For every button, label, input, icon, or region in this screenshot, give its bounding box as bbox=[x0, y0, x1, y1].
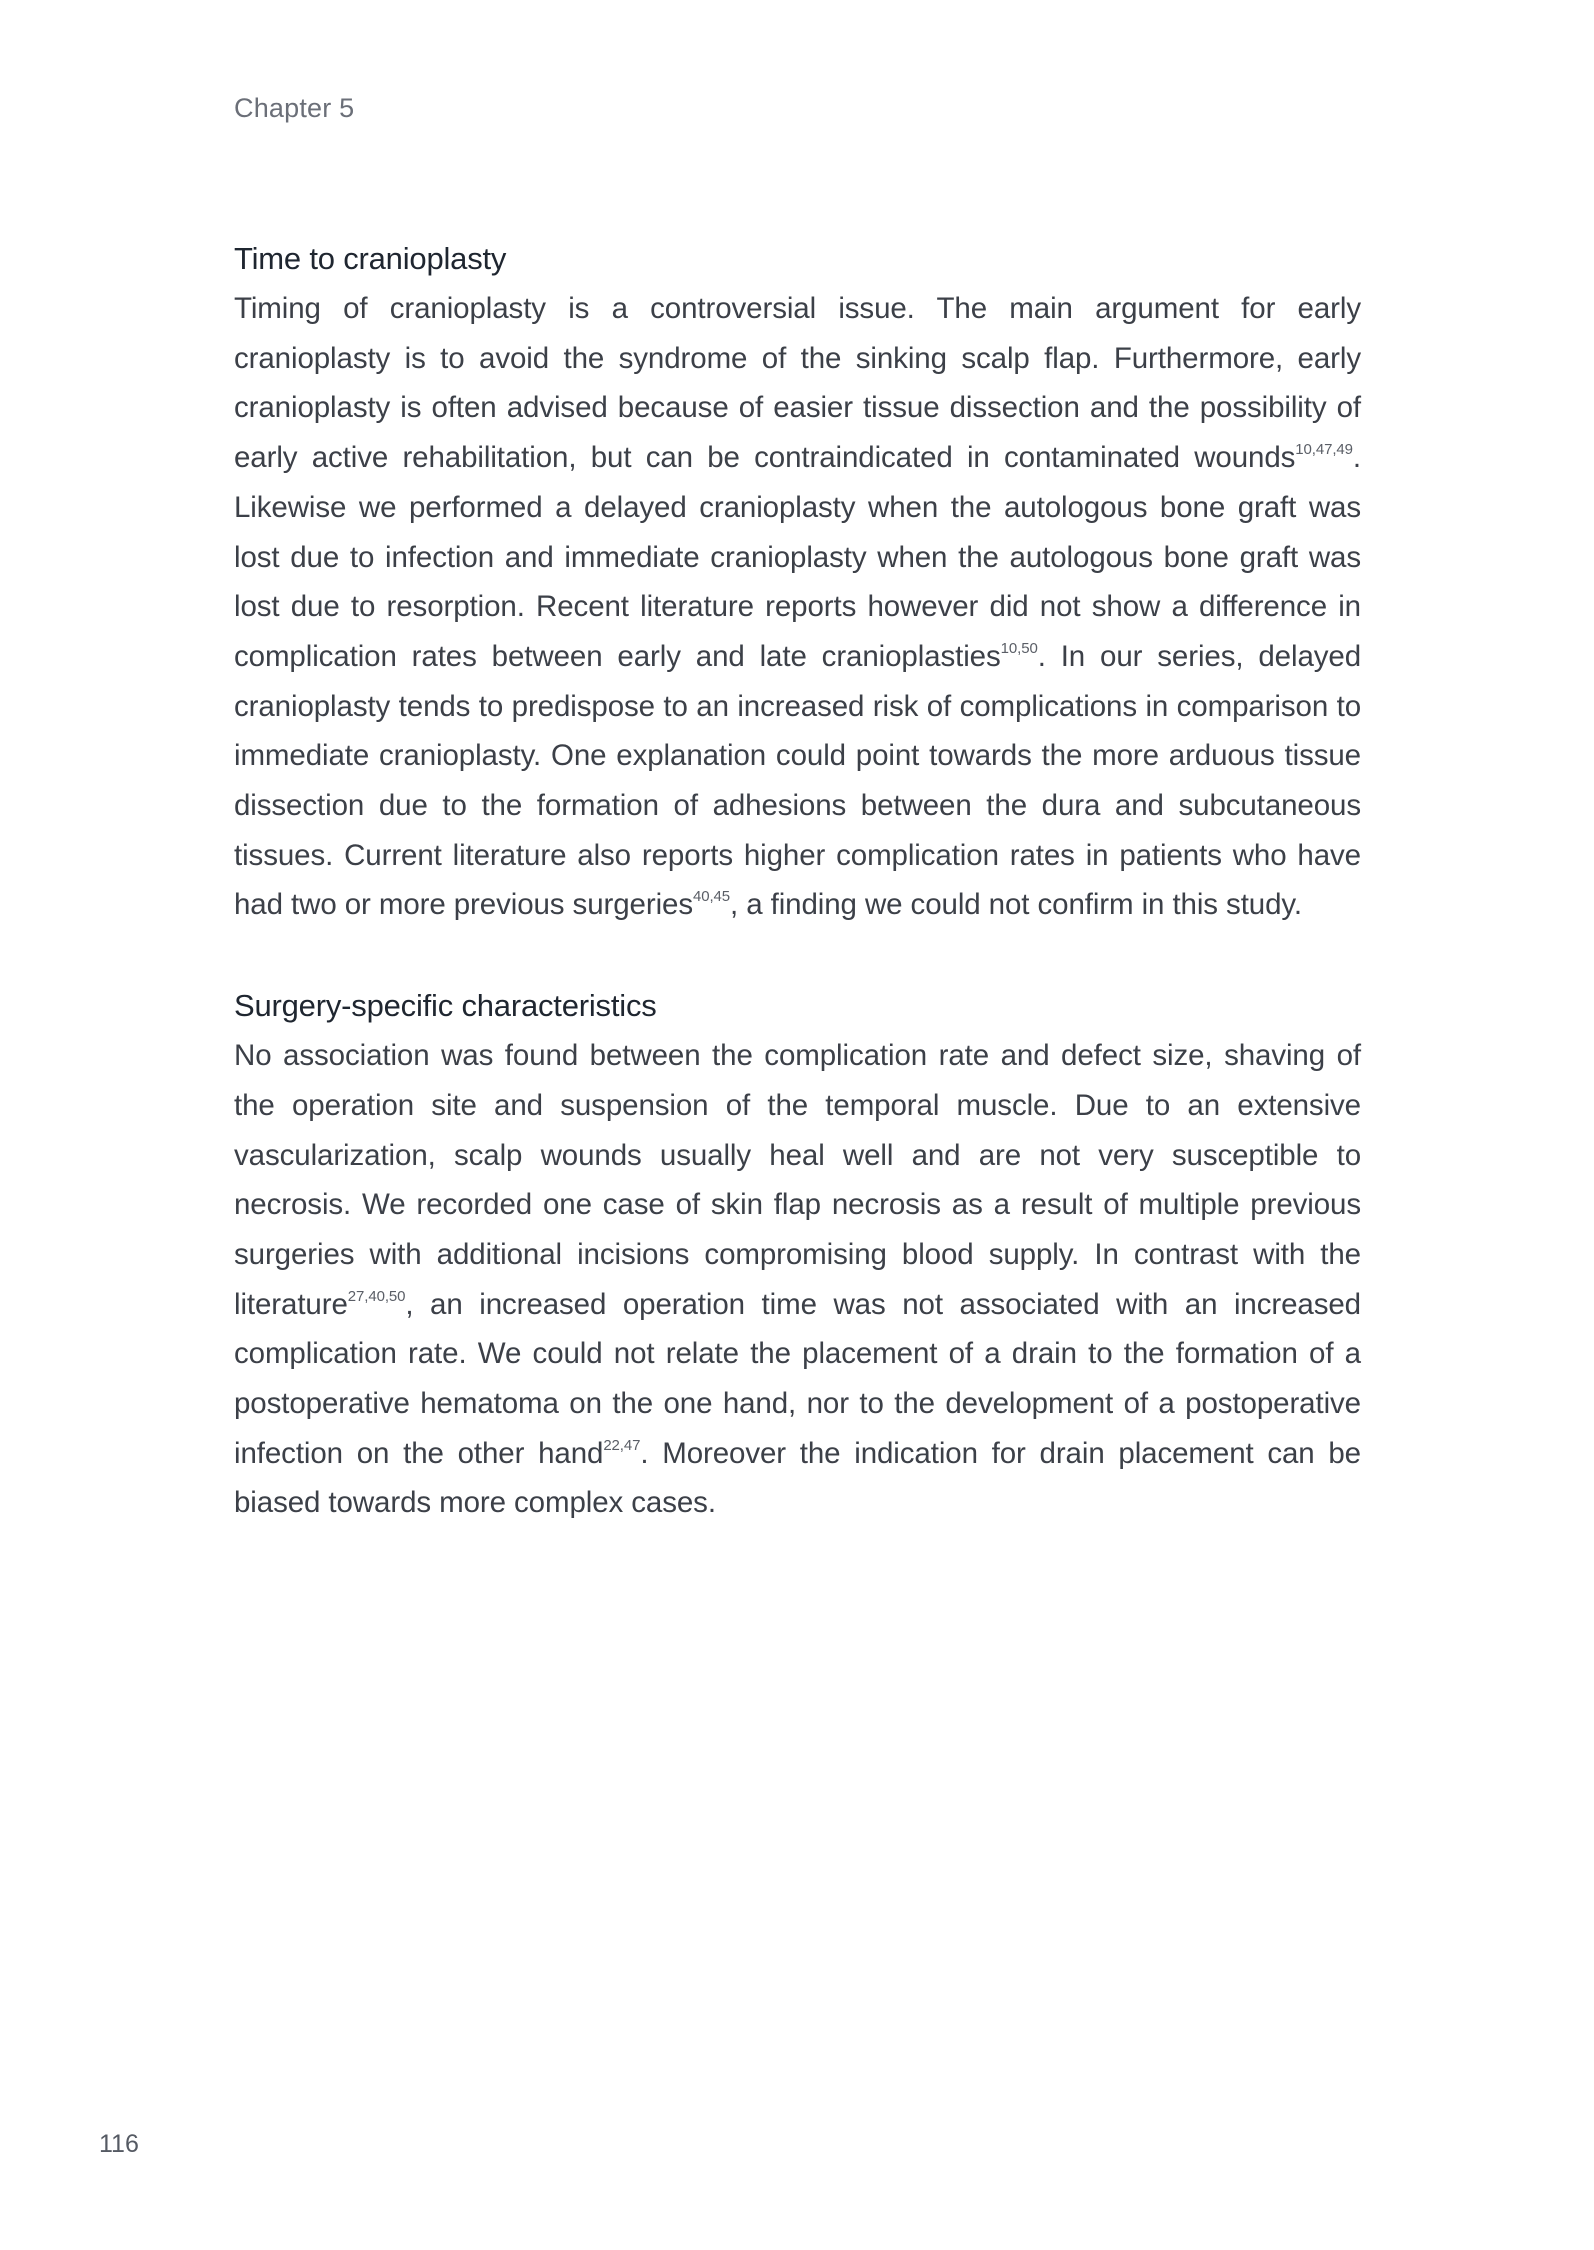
paragraph-text: . Moreover the indication for drain placement can be biased towards more complex cases. bbox=[234, 1436, 1361, 1520]
citation-superscript: 27,40,50 bbox=[347, 1287, 406, 1305]
main-content bbox=[234, 234, 1361, 1528]
page-number: 116 bbox=[99, 2130, 139, 2158]
citation-superscript: 10,47,49 bbox=[1295, 441, 1353, 459]
paragraph-text: No association was found between the complication rate and defect size, shaving of the operation site and suspension of the temporal muscle. Due to an extensive vascularization, scalp wounds usually heal well and are not very susceptible to necrosis. We recorded one case of skin flap necrosis as a result of multiple previous surgeries with additional incisions compromising blood supply. In contrast with the literature bbox=[234, 1039, 1361, 1321]
citation-superscript: 22,47 bbox=[603, 1436, 641, 1454]
section-surgery-specific-characteristics bbox=[234, 981, 1361, 1528]
section-paragraph bbox=[234, 1031, 1361, 1528]
section-paragraph bbox=[234, 284, 1361, 930]
paragraph-text: , an increased operation time was not associated with an increased complication rate. We could not relate the placement of a drain to the formation of a postoperative hematoma on the one hand, nor to the development of a postoperative infection on the other hand bbox=[234, 1287, 1361, 1470]
section-heading: Time to cranioplasty bbox=[234, 241, 507, 276]
section-time-to-cranioplasty bbox=[234, 234, 1361, 930]
citation-superscript: 40,45 bbox=[692, 888, 731, 906]
paragraph-text: , a finding we could not confirm in this study. bbox=[730, 888, 1302, 922]
citation-superscript: 10,50 bbox=[1000, 639, 1038, 657]
paragraph-text: Timing of cranioplasty is a controversial issue. The main argument for early cranioplasty is to avoid the syndrome of the sinking scalp flap. Furthermore, early cranioplasty is often advised because of easier tissue dissection and the possibility of early active rehabilitation, but can be contraindicated in contaminated wounds bbox=[234, 292, 1361, 475]
running-head: Chapter 5 bbox=[234, 93, 355, 123]
paragraph-text: . Likewise we performed a delayed cranioplasty when the autologous bone graft was lost due to infection and immediate cranioplasty when the autologous bone graft was lost due to resorption. Recent literature reports however did not show a difference in complication rates between early and late cranioplasties bbox=[234, 441, 1361, 673]
section-heading: Surgery-specific characteristics bbox=[234, 988, 657, 1024]
paragraph-text: . In our series, delayed cranioplasty tends to predispose to an increased risk of complications in comparison to immediate cranioplasty. One explanation could point towards the more arduous tissue dissection due to the formation of adhesions between the dura and subcutaneous tissues. Current literature also reports higher complication rates in patients who have had two or more previous surgeries bbox=[234, 639, 1362, 922]
